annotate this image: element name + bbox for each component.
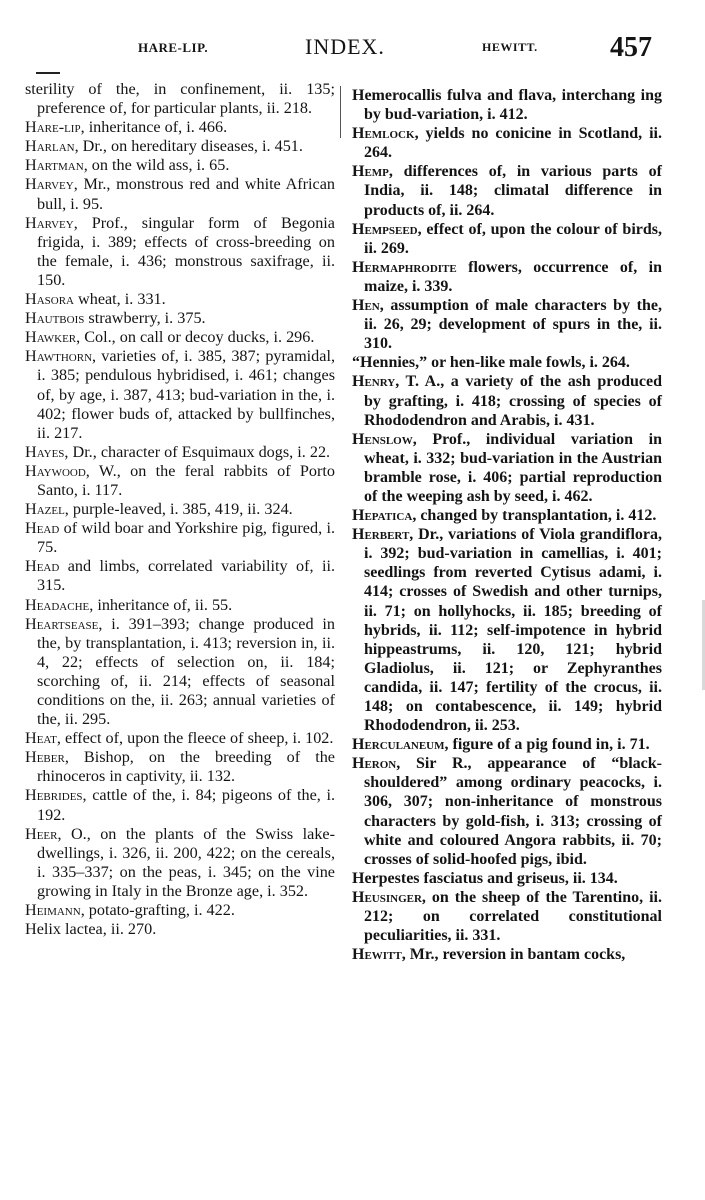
entry-head: Hemlock	[352, 125, 415, 143]
entry-head: Heimann	[25, 901, 81, 920]
entry-text: , Col., on call or decoy ducks, i. 296.	[76, 328, 315, 347]
entry-text: “Hennies,” or hen-like male fowls, i. 264.	[352, 354, 630, 372]
column-divider	[340, 86, 341, 138]
index-entry	[352, 888, 662, 945]
entry-head: Hepatica	[352, 507, 413, 525]
entry-text: , effect of, upon the fleece of sheep, i. 102.	[56, 729, 334, 748]
index-entry	[25, 557, 335, 595]
entry-text: , varieties of, i. 385, 387; pyramidal, i. 385; pendulous hybridised, i. 461; changes of, by age, i. 387, 413; bud-variation in the, i. 402; flower buds of, attacked by bullfinches, ii. 217.	[37, 347, 335, 442]
index-entry	[352, 86, 662, 124]
entry-head: Hermaphrodite	[352, 258, 457, 276]
entry-head: Henry	[352, 373, 396, 391]
entry-text: strawberry, i. 375.	[84, 309, 206, 328]
entry-text: , W., on the feral rabbits of Porto Santo, i. 117.	[37, 461, 335, 499]
index-entry	[352, 525, 662, 735]
index-entry	[25, 309, 335, 328]
index-entry	[25, 748, 335, 786]
index-entry	[352, 372, 662, 429]
header-left-catchword: HARE-LIP.	[138, 40, 209, 55]
entry-head: Hautbois	[25, 309, 85, 328]
index-entry	[352, 869, 662, 888]
entry-text: , Prof., individual variation in wheat, i. 332; bud-variation in the Austrian bramble rose, i. 406; partial reproduction of the weeping ash by seed, i. 462.	[364, 430, 662, 505]
entry-head: Heron	[352, 755, 397, 773]
entry-text: , Bishop, on the breeding of the rhinoceros in captivity, ii. 132.	[37, 748, 335, 786]
index-entry	[25, 290, 335, 309]
entry-text: , Dr., variations of Viola grandiflora, i. 392; bud-variation in camellias, i. 401; seedlings from reverted Cytisus adami, i. 414; crosses of Swedish and other turnips, ii. 71; on hollyhocks, ii. 185; breeding of hybrids, ii. 112; self-impotence in hybrid hippeastrums, ii. 120, 121; hybrid Gladiolus, ii. 121; or Zephyranthes candida, ii. 147; fertility of the crocus, ii. 148; on contabescence, ii. 149; hybrid Rhododendron, ii. 253.	[364, 526, 662, 735]
entry-head: Hartman	[25, 156, 84, 175]
index-entry	[25, 118, 335, 137]
index-entry	[352, 754, 662, 869]
entry-text: , Prof., singular form of Begonia frigida, i. 389; effects of cross-breeding on the female, i. 436; monstrous saxifrage, ii. 150.	[37, 213, 335, 289]
entry-text: and limbs, correlated variability of, ii. 315.	[37, 557, 335, 595]
index-entry	[25, 729, 335, 748]
entry-text: , assumption of male characters by the, ii. 26, 29; development of spurs in the, ii. 310.	[364, 297, 662, 353]
entry-text: , T. A., a variety of the ash produced by grafting, i. 418; crossing of species of Rhododendron and Arabis, i. 431.	[364, 373, 662, 429]
index-entry	[352, 296, 662, 353]
entry-head: Headache	[25, 595, 90, 614]
entry-head: Harvey	[25, 213, 74, 232]
entry-head: Hawthorn	[25, 347, 93, 366]
entry-text: , differences of, in various parts of India, ii. 148; climatal difference in products of, ii. 264.	[364, 163, 662, 219]
entry-head: Heusinger	[352, 888, 422, 906]
entry-head: Hemp	[352, 163, 389, 181]
entry-text: , inheritance of, ii. 55.	[89, 595, 233, 614]
entry-text: of wild boar and Yorkshire pig, figured, i. 75.	[37, 519, 335, 557]
entry-text: wheat, i. 331.	[73, 290, 166, 309]
entry-text: , yields no conicine in Scotland, ii. 264.	[364, 125, 662, 162]
entry-head: Harvey	[25, 175, 74, 194]
entry-head: Hebrides	[25, 786, 83, 805]
entry-head: Hasora	[25, 290, 74, 309]
index-entry	[352, 353, 662, 372]
left-column	[25, 80, 335, 939]
entry-text: , Mr., reversion in bantam cocks,	[401, 946, 626, 964]
index-entry	[352, 506, 662, 525]
entry-head: Heartsease	[25, 614, 99, 633]
entry-text: , on the sheep of the Tarentino, ii. 212; on correlated constitutional peculiarities, ii. 331.	[364, 888, 662, 945]
entry-text: , i. 391–393; change produced in the, by transplantation, i. 413; reversion in, ii. 4, 22; effects of selection on, ii. 184; scorching of, ii. 214; effects of seasonal conditions on the, ii. 263; annual varieties of the, ii. 295.	[37, 614, 335, 729]
index-entry	[25, 214, 335, 290]
index-entry	[352, 220, 662, 258]
index-entry	[25, 328, 335, 347]
entry-text: , figure of a pig found in, i. 71.	[444, 736, 650, 754]
entry-head: Head	[25, 557, 60, 576]
entry-head: Henslow	[352, 430, 413, 448]
entry-text: , cattle of the, i. 84; pigeons of the, i. 192.	[37, 786, 335, 824]
entry-head: Haywood	[25, 461, 86, 480]
entry-head: Hen	[352, 297, 380, 315]
page-number: 457	[610, 32, 652, 63]
entry-text: , changed by transplantation, i. 412.	[412, 507, 657, 525]
index-entry	[25, 920, 335, 939]
header-title: INDEX.	[305, 34, 385, 59]
entry-head: Hewitt	[352, 946, 402, 964]
entry-text: , Mr., monstrous red and white African bull, i. 95.	[37, 175, 335, 213]
entry-head: Herculaneum	[352, 736, 445, 754]
index-entry	[25, 156, 335, 175]
entry-text: , effect of, upon the colour of birds, ii. 269.	[364, 220, 662, 257]
entry-head: Hare-lip	[25, 118, 81, 137]
entry-text: flowers, occurrence of, in maize, i. 339.	[364, 258, 662, 295]
entry-text: , on the wild ass, i. 65.	[83, 156, 230, 175]
entry-text: Hemerocallis fulva and flava, interchang ing by bud-variation, i. 412.	[352, 87, 662, 124]
index-entry	[25, 500, 335, 519]
index-entry	[25, 462, 335, 500]
index-entry	[25, 825, 335, 901]
index-entry	[352, 258, 662, 296]
index-entry	[25, 137, 335, 156]
entry-text: sterility of the, in confinement, ii. 135; preference of, for particular plants, ii. 218.	[25, 80, 335, 118]
index-entry	[352, 124, 662, 162]
header-right-catchword: HEWITT.	[482, 40, 538, 54]
running-head	[0, 34, 705, 74]
entry-head: Heat	[25, 729, 57, 748]
entry-head: Hempseed	[352, 220, 418, 238]
entry-text: Helix lactea, ii. 270.	[25, 920, 157, 939]
index-entry	[25, 786, 335, 824]
right-column	[352, 86, 662, 964]
entry-head: Herbert	[352, 526, 410, 544]
index-entry	[25, 80, 335, 118]
index-entry	[25, 596, 335, 615]
index-entry	[352, 162, 662, 219]
index-entry	[352, 735, 662, 754]
index-entry	[352, 430, 662, 506]
continuation-rule	[36, 72, 60, 74]
index-entry	[352, 945, 662, 964]
entry-head: Heer	[25, 824, 58, 843]
entry-text: Herpestes fasciatus and griseus, ii. 134.	[352, 869, 618, 887]
entry-text: , Sir R., appearance of “black-shouldered” among ordinary peacocks, i. 306, 307; non-inheritance of monstrous characters by gold-fish, i. 313; crossing of white and coloured Angora rabbits, ii. 70; crosses of solid-hoofed pigs, ibid.	[364, 755, 662, 868]
entry-text: , potato-grafting, i. 422.	[80, 901, 235, 920]
entry-text: , Dr., on hereditary diseases, i. 451.	[74, 137, 303, 156]
index-entry	[25, 443, 335, 462]
index-entry	[25, 615, 335, 730]
index-entry	[25, 901, 335, 920]
entry-text: , Dr., character of Esquimaux dogs, i. 22.	[64, 442, 331, 461]
index-entry	[25, 519, 335, 557]
entry-head: Hawker	[25, 328, 77, 347]
entry-head: Hazel	[25, 500, 65, 519]
entry-text: , O., on the plants of the Swiss lake-dwellings, i. 326, ii. 200, 422; on the cereals, i. 335–337; on the peas, i. 345; on the vine growing in Italy in the Bronze age, i. 352.	[37, 824, 335, 900]
entry-head: Heber	[25, 748, 65, 767]
entry-head: Harlan	[25, 137, 75, 156]
entry-head: Hayes	[25, 442, 65, 461]
entry-head: Head	[25, 519, 60, 538]
index-entry	[25, 347, 335, 442]
index-entry	[25, 175, 335, 213]
entry-text: , purple-leaved, i. 385, 419, ii. 324.	[64, 500, 293, 519]
entry-text: , inheritance of, i. 466.	[80, 118, 228, 137]
